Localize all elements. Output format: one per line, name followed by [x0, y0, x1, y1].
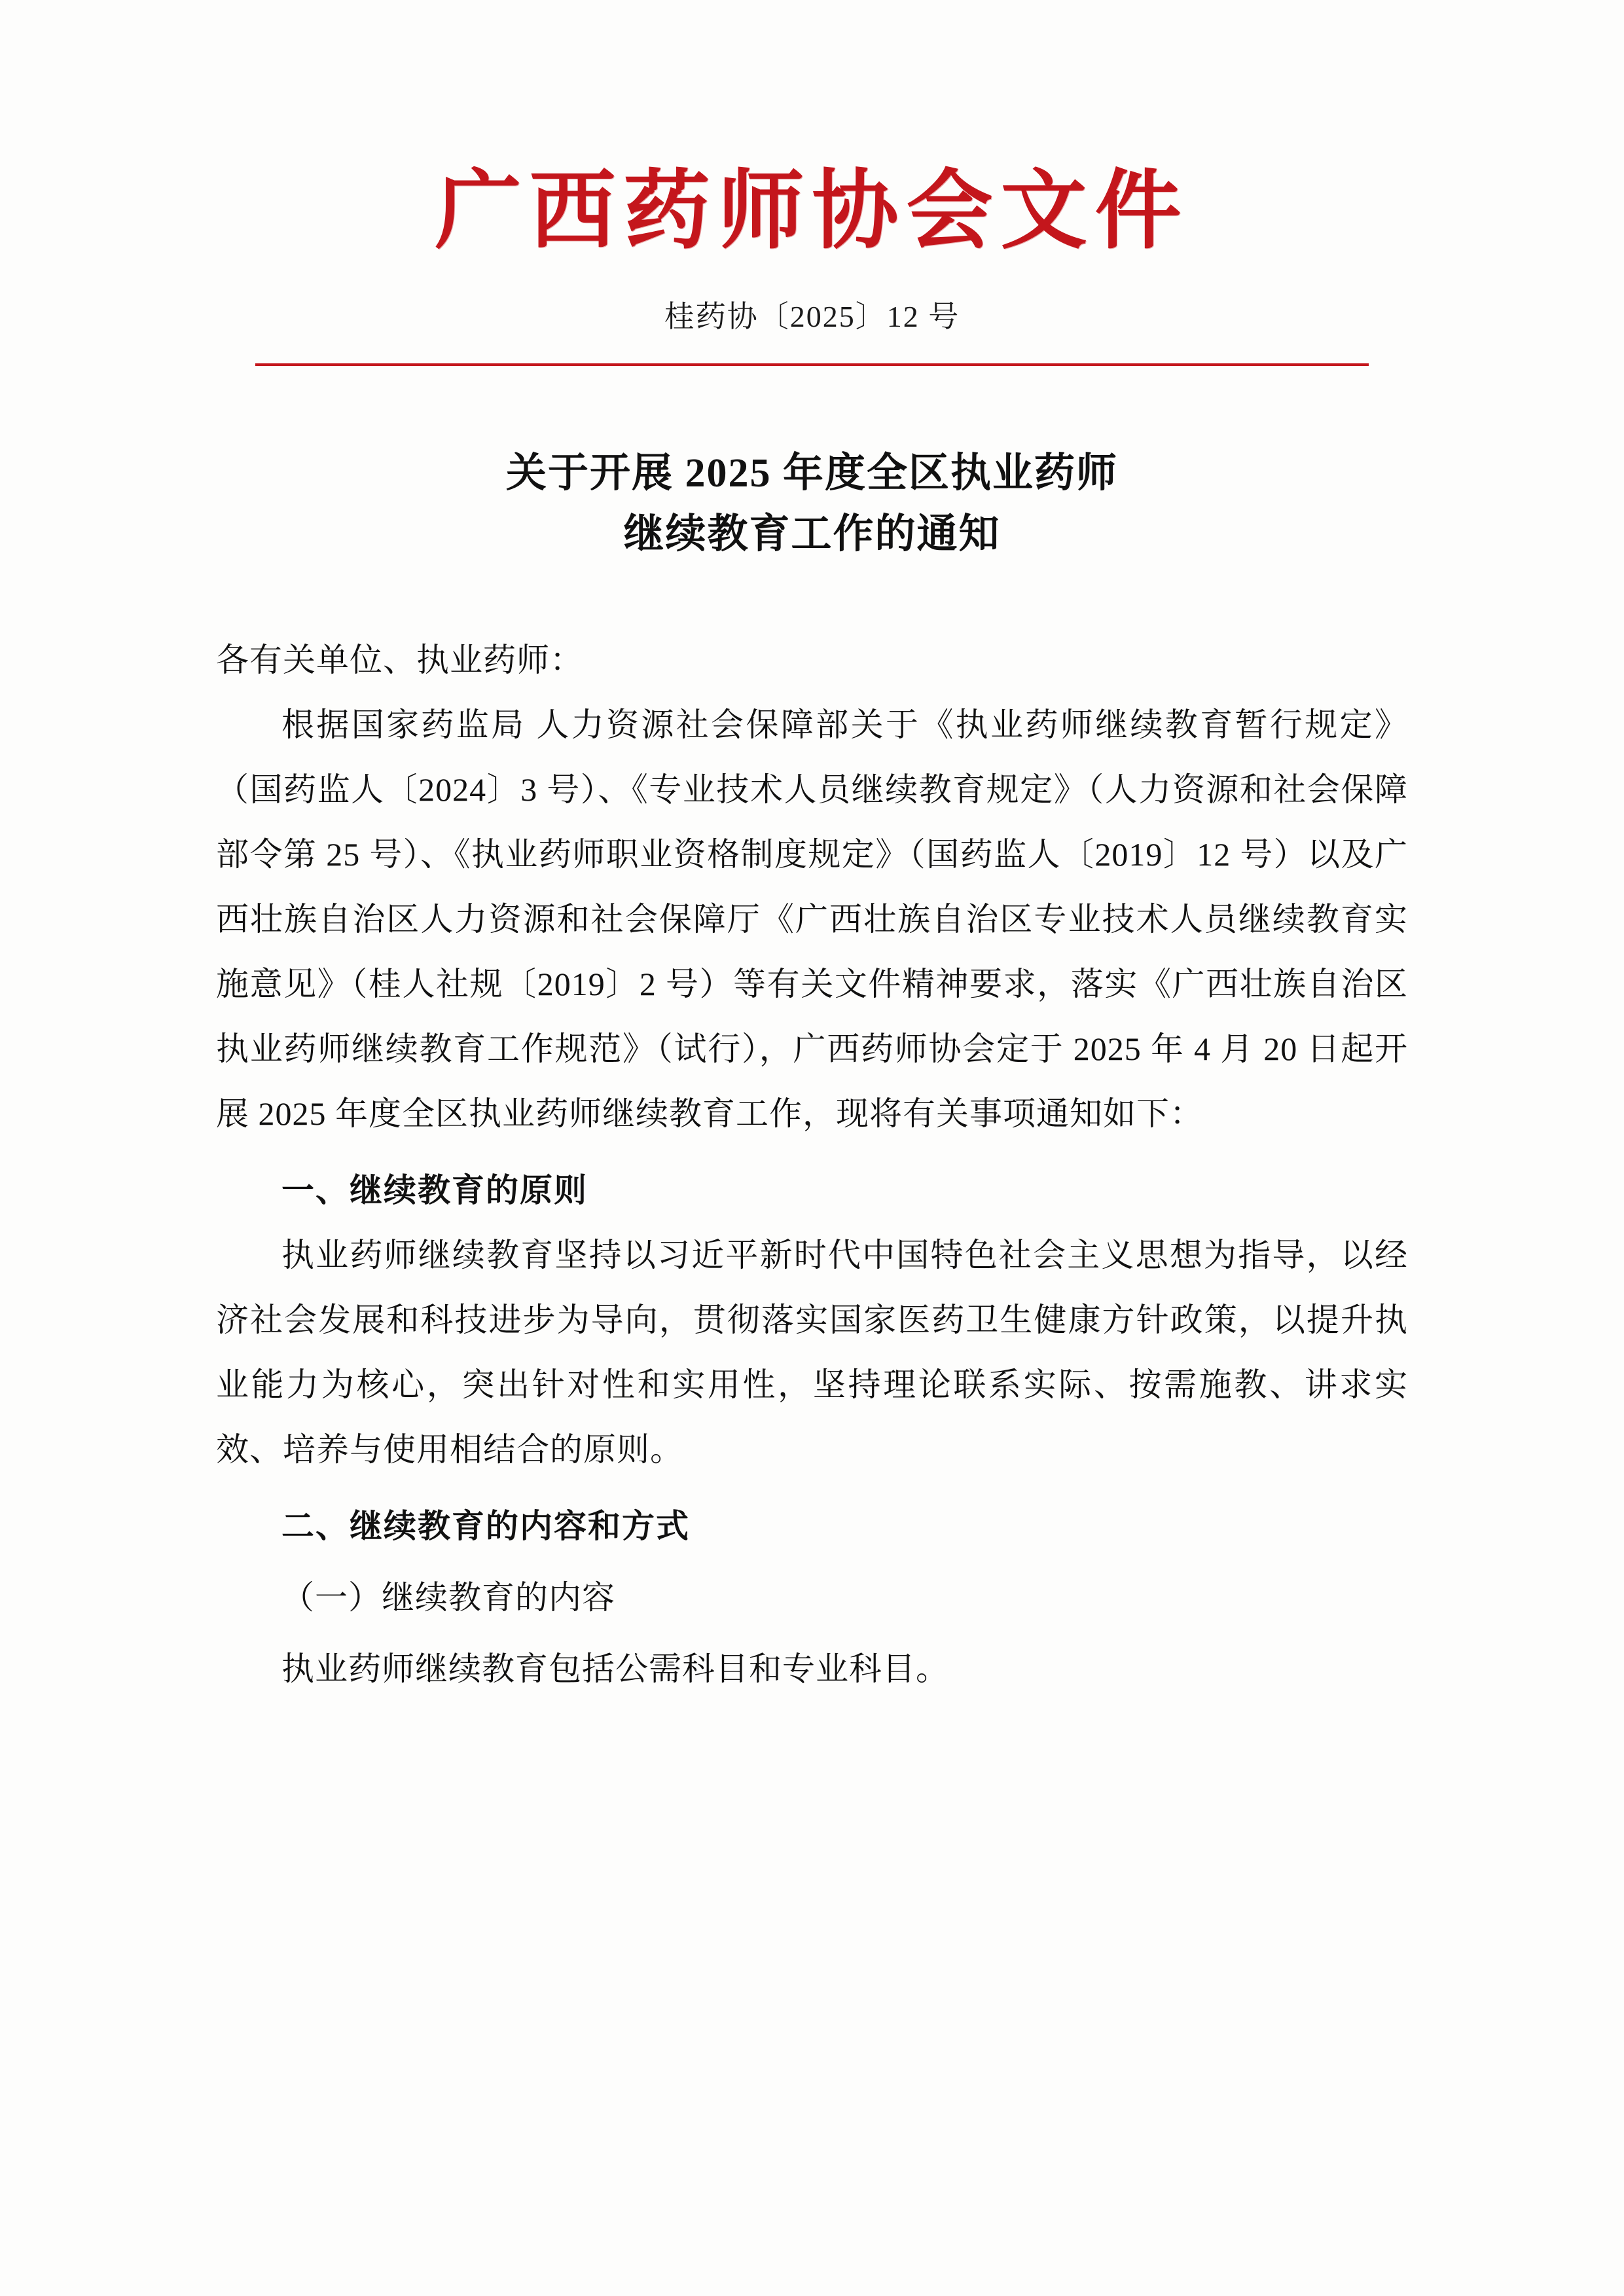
- section-2-subheading-1-paragraph: 执业药师继续教育包括公需科目和专业科目。: [281, 1650, 949, 1688]
- section-2-subheading-1: （一）继续教育的内容: [281, 1579, 615, 1616]
- organization-title: 广西药师协会文件: [435, 163, 1189, 259]
- document-number: 桂药协〔2025〕12 号: [664, 300, 960, 334]
- page-title: [216, 443, 1408, 565]
- section-1-paragraph: 执业药师继续教育坚持以习近平新时代中国特色社会主义思想为指导，以经济社会发展和科技进步为导向，贯彻落实国家医药卫生健康方针政策，以提升执业能力为核心，突出针对性和实用性，坚持理论联系实际、按需施教、讲求实效、培养与使用相结合的原则。: [216, 1237, 1408, 1468]
- section-1-heading: 一、继续教育的原则: [281, 1172, 588, 1209]
- document-body: [216, 628, 1408, 1702]
- salutation: 各有关单位、执业药师：: [216, 642, 583, 679]
- page-title-line-2: 继续教育工作的通知: [623, 512, 1001, 557]
- page-title-line-1: 关于开展 2025 年度全区执业药师: [505, 451, 1118, 496]
- intro-paragraph: 根据国家药监局 人力资源社会保障部关于《执业药师继续教育暂行规定》（国药监人〔2024〕3 号）、《专业技术人员继续教育规定》（人力资源和社会保障部令第 25 号）、《执业药师职业资格制度规定》（国药监人〔2019〕12 号）以及广西壮族自治区人力资源和社会保障厅《广西壮族自治区专业技术人员继续教育实施意见》（桂人社规〔2019〕2 号）等有关文件精神要求，落实《广西壮族自治区执业药师继续教育工作规范》（试行），广西药师协会定于 2025 年 4 月 20 日起开展 2025 年度全区执业药师继续教育工作，现将有关事项通知如下：: [216, 706, 1408, 1133]
- masthead: [216, 0, 1408, 366]
- section-2-heading: 二、继续教育的内容和方式: [281, 1508, 690, 1545]
- red-divider-rule: [255, 363, 1369, 366]
